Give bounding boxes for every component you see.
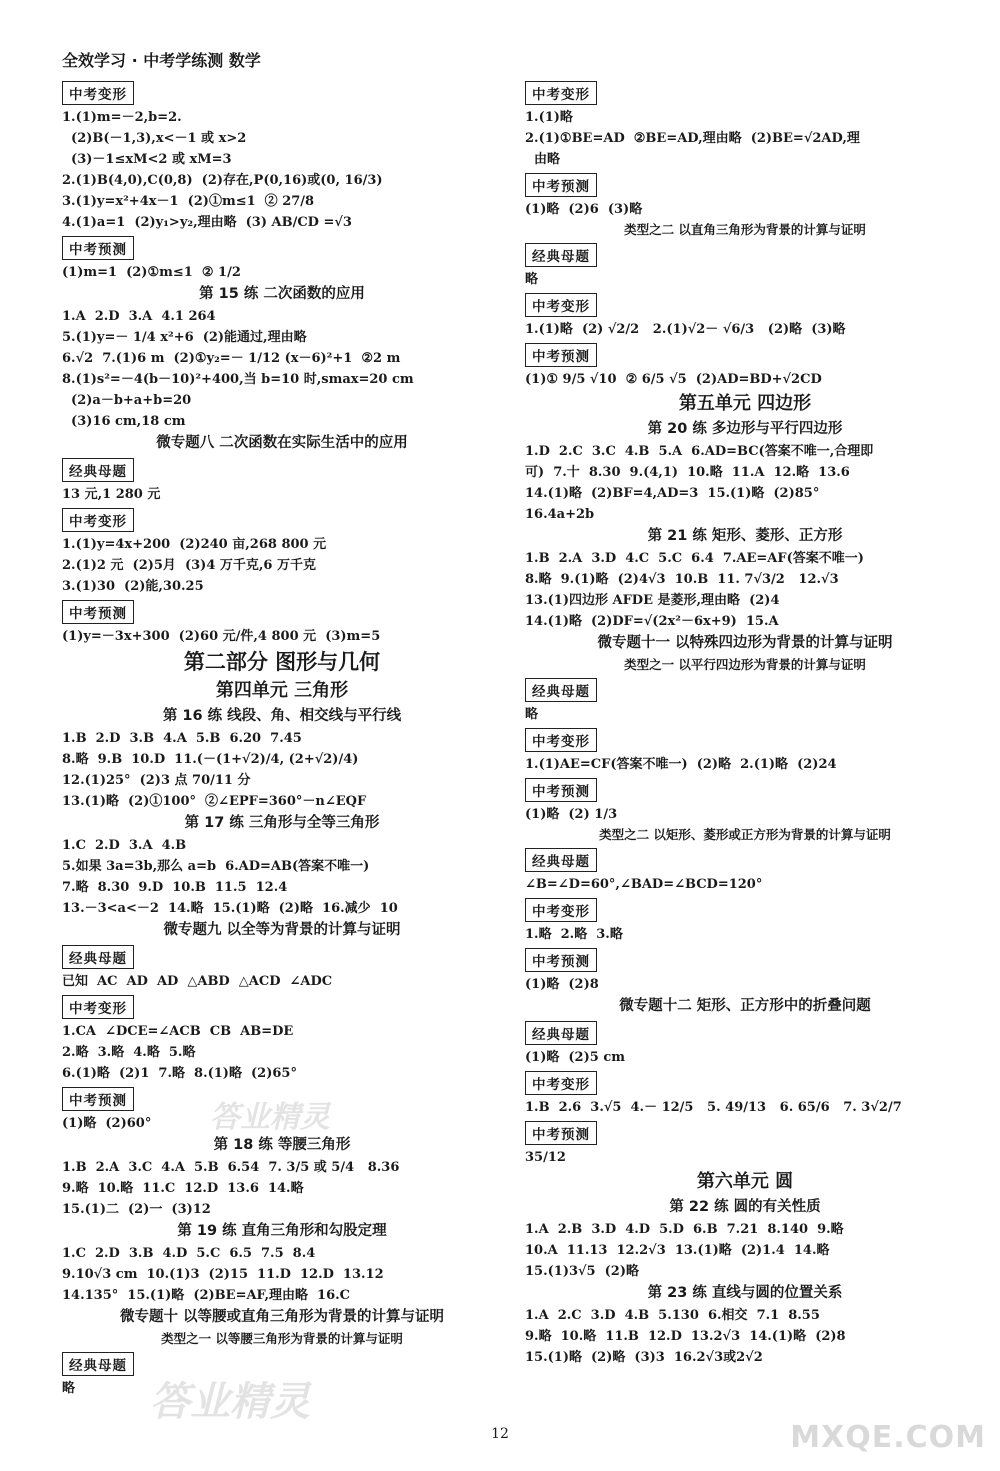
- section-title: 微专题十一 以特殊四边形为背景的计算与证明: [597, 635, 893, 651]
- answer-line: 13.－3<a<－2 14.略 15.(1)略 (2)略 16.减少 10: [62, 901, 398, 916]
- answer-line: (1)略 (2)60°: [62, 1116, 152, 1131]
- watermark-text: 答业精灵: [210, 1100, 330, 1135]
- answer-line: (2)B(－1,3),x<－1 或 x>2: [62, 131, 247, 146]
- section-tag: 中考变形: [525, 728, 597, 752]
- answer-line: (2)a－b+a+b=20: [62, 393, 192, 408]
- answer-line: 16.4a+2b: [525, 507, 595, 522]
- answer-line: 2.(1)2 元 (2)5月 (3)4 万千克,6 万千克: [62, 558, 317, 573]
- answer-line: (1)略 (2)8: [525, 977, 599, 992]
- answer-line: 8.略 9.B 10.D 11.(－(1+√2)/4, (2+√2)/4): [62, 752, 359, 767]
- section-tag-row: [525, 775, 965, 804]
- answer-line: (3)16 cm,18 cm: [62, 414, 186, 429]
- answer-line: 1.(1)略 (2) √2/2 2.(1)√2－ √6/3 (2)略 (3)略: [525, 322, 846, 337]
- section-tag-row: [525, 240, 965, 269]
- answer-line: (3)－1≤xM<2 或 xM=3: [62, 152, 232, 167]
- answer-line: 10.A 11.13 12.2√3 13.(1)略 (2)1.4 14.略: [525, 1243, 830, 1258]
- answer-line: 1.A 2.B 3.D 4.D 5.D 6.B 7.21 8.140 9.略: [525, 1222, 844, 1237]
- subtype-title: 类型之二 以矩形、菱形或正方形为背景的计算与证明: [599, 827, 891, 842]
- answer-line: 1.CA ∠DCE=∠ACB CB AB=DE: [62, 1024, 294, 1039]
- part-title: 第二部分 图形与几何: [183, 650, 381, 674]
- answer-line: 8.(1)s²=－4(b－10)²+400,当 b=10 时,smax=20 cm: [62, 372, 414, 387]
- section-tag: 经典母题: [525, 1021, 597, 1045]
- section-tag-row: [62, 78, 502, 107]
- answer-line: 6.(1)略 (2)1 7.略 8.(1)略 (2)65°: [62, 1066, 297, 1081]
- section-title: 微专题十二 矩形、正方形中的折叠问题: [619, 998, 871, 1014]
- answer-line: 13 元,1 280 元: [62, 487, 161, 502]
- answer-line: 12.(1)25° (2)3 点 70/11 分: [62, 773, 251, 788]
- answer-line: 已知 AC AD AD △ABD △ACD ∠ADC: [62, 974, 333, 989]
- answer-line: 5.如果 3a=3b,那么 a=b 6.AD=AB(答案不唯一): [62, 859, 370, 874]
- section-tag-row: [525, 290, 965, 319]
- section-title: 第 15 练 二次函数的应用: [199, 286, 365, 302]
- answer-line: 略: [62, 1381, 76, 1396]
- section-tag: 中考变形: [525, 81, 597, 105]
- section-tag-row: [62, 597, 502, 626]
- answer-line: 1.(1)y=4x+200 (2)240 亩,268 800 元: [62, 537, 327, 552]
- left-answer-column: [62, 78, 502, 1399]
- section-tag-row: [62, 505, 502, 534]
- answer-line: (1)略 (2) 1/3: [525, 807, 618, 822]
- section-tag-row: [525, 1118, 965, 1147]
- answer-line: 1.B 2.D 3.B 4.A 5.B 6.20 7.45: [62, 731, 302, 746]
- answer-line: 4.(1)a=1 (2)y₁>y₂,理由略 (3) AB/CD =√3: [62, 215, 352, 230]
- section-tag: 中考变形: [62, 508, 134, 532]
- answer-line: 14.(1)略 (2)DF=√(2x²－6x+9) 15.A: [525, 614, 779, 629]
- answer-line: (1)m=1 (2)①m≤1 ② 1/2: [62, 265, 241, 280]
- section-title: 微专题九 以全等为背景的计算与证明: [163, 922, 401, 938]
- section-title: 第 19 练 直角三角形和勾股定理: [177, 1223, 387, 1239]
- answer-line: 1.D 2.C 3.C 4.B 5.A 6.AD=BC(答案不唯一,合理即: [525, 444, 874, 459]
- answer-line: (1)略 (2)6 (3)略: [525, 202, 643, 217]
- site-watermark: MXQE.COM: [790, 1420, 986, 1455]
- unit-title: 第五单元 四边形: [678, 393, 812, 414]
- right-answer-column: [525, 78, 965, 1368]
- section-title: 微专题八 二次函数在实际生活中的应用: [156, 435, 408, 451]
- answer-line: 14.(1)略 (2)BF=4,AD=3 15.(1)略 (2)85°: [525, 486, 820, 501]
- section-title: 第 21 练 矩形、菱形、正方形: [647, 528, 843, 544]
- answer-line: 5.(1)y=－ 1/4 x²+6 (2)能通过,理由略: [62, 330, 307, 345]
- answer-line: 9.略 10.略 11.C 12.D 13.6 14.略: [62, 1181, 304, 1196]
- subtype-title: 类型之二 以直角三角形为背景的计算与证明: [624, 222, 866, 237]
- answer-line: 15.(1)略 (2)略 (3)3 16.2√3或2√2: [525, 1350, 763, 1365]
- section-tag-row: [62, 942, 502, 971]
- section-tag-row: [525, 945, 965, 974]
- section-tag: 经典母题: [62, 1352, 134, 1376]
- section-tag: 中考变形: [62, 81, 134, 105]
- answer-line: 7.略 8.30 9.D 10.B 11.5 12.4: [62, 880, 288, 895]
- answer-line: 1.(1)AE=CF(答案不唯一) (2)略 2.(1)略 (2)24: [525, 757, 837, 772]
- answer-line: 9.10√3 cm 10.(1)3 (2)15 11.D 12.D 13.12: [62, 1267, 384, 1282]
- watermark-text: 答业精灵: [150, 1379, 310, 1425]
- section-tag: 中考预测: [62, 600, 134, 624]
- answer-line: ∠B=∠D=60°,∠BAD=∠BCD=120°: [525, 877, 763, 892]
- answer-line: (1)略 (2)5 cm: [525, 1050, 625, 1065]
- answer-line: 1.C 2.D 3.A 4.B: [62, 838, 187, 853]
- section-tag-row: [62, 992, 502, 1021]
- section-tag-row: [525, 1018, 965, 1047]
- answer-line: (1)y=－3x+300 (2)60 元/件,4 800 元 (3)m=5: [62, 629, 381, 644]
- answer-line: 1.A 2.D 3.A 4.1 264: [62, 309, 216, 324]
- section-tag: 中考变形: [525, 293, 597, 317]
- section-title: 第 23 练 直线与圆的位置关系: [647, 1285, 843, 1301]
- answer-line: 1.B 2.6 3.√5 4.－ 12/5 5. 49/13 6. 65/6 7. 3√2/7: [525, 1100, 902, 1115]
- answer-line: 1.C 2.D 3.B 4.D 5.C 6.5 7.5 8.4: [62, 1246, 316, 1261]
- answer-line: 2.(1)B(4,0),C(0,8) (2)存在,P(0,16)或(0, 16/3): [62, 173, 383, 188]
- section-tag-row: [525, 845, 965, 874]
- section-title: 第 16 练 线段、角、相交线与平行线: [162, 708, 402, 724]
- section-tag: 中考变形: [525, 1071, 597, 1095]
- answer-line: 1.(1)略: [525, 110, 573, 125]
- answer-line: 1.(1)m=－2,b=2.: [62, 110, 182, 125]
- section-tag: 中考预测: [525, 1121, 597, 1145]
- section-tag: 经典母题: [62, 945, 134, 969]
- answer-line: 1.B 2.A 3.D 4.C 5.C 6.4 7.AE=AF(答案不唯一): [525, 551, 864, 566]
- section-tag: 中考预测: [62, 236, 134, 260]
- answer-line: 可) 7.十 8.30 9.(4,1) 10.略 11.A 12.略 13.6: [525, 465, 850, 480]
- section-tag-row: [62, 455, 502, 484]
- answer-line: 2.略 3.略 4.略 5.略: [62, 1045, 196, 1060]
- section-title: 第 17 练 三角形与全等三角形: [184, 815, 380, 831]
- answer-line: 1.B 2.A 3.C 4.A 5.B 6.54 7. 3/5 或 5/4 8.36: [62, 1160, 400, 1175]
- section-tag-row: [525, 170, 965, 199]
- answer-line: 13.(1)略 (2)①100° ②∠EPF=360°－n∠EQF: [62, 794, 367, 809]
- section-tag-row: [525, 78, 965, 107]
- section-tag: 经典母题: [525, 678, 597, 702]
- section-tag: 中考预测: [62, 1087, 134, 1111]
- section-tag: 中考预测: [525, 778, 597, 802]
- subtype-title: 类型之一 以平行四边形为背景的计算与证明: [624, 657, 866, 672]
- section-tag: 经典母题: [525, 243, 597, 267]
- section-tag: 中考预测: [525, 343, 597, 367]
- answer-line: 13.(1)四边形 AFDE 是菱形,理由略 (2)4: [525, 593, 780, 608]
- answer-line: 1.A 2.C 3.D 4.B 5.130 6.相交 7.1 8.55: [525, 1308, 820, 1323]
- section-title: 第 22 练 圆的有关性质: [669, 1199, 821, 1215]
- section-title: 第 18 练 等腰三角形: [213, 1137, 351, 1153]
- answer-line: 略: [525, 707, 539, 722]
- answer-line: 1.略 2.略 3.略: [525, 927, 623, 942]
- answer-line: 3.(1)30 (2)能,30.25: [62, 579, 204, 594]
- section-title: 第 20 练 多边形与平行四边形: [647, 421, 843, 437]
- answer-line: 8.略 9.(1)略 (2)4√3 10.B 11. 7√3/2 12.√3: [525, 572, 839, 587]
- unit-title: 第四单元 三角形: [215, 680, 349, 701]
- answer-line: 35/12: [525, 1150, 566, 1165]
- section-tag-row: [525, 1068, 965, 1097]
- section-tag-row: [525, 340, 965, 369]
- section-tag: 中考变形: [525, 898, 597, 922]
- answer-line: 3.(1)y=x²+4x－1 (2)①m≤1 ② 27/8: [62, 194, 315, 209]
- section-tag-row: [525, 675, 965, 704]
- section-tag-row: [525, 725, 965, 754]
- section-tag: 中考预测: [525, 948, 597, 972]
- unit-title: 第六单元 圆: [696, 1171, 794, 1192]
- answer-line: 15.(1)二 (2)一 (3)12: [62, 1202, 211, 1217]
- section-tag-row: [62, 233, 502, 262]
- answer-line: 2.(1)①BE=AD ②BE=AD,理由略 (2)BE=√2AD,理: [525, 131, 860, 146]
- answer-line: 由略: [525, 152, 561, 167]
- answer-line: 9.略 10.略 11.B 12.D 13.2√3 14.(1)略 (2)8: [525, 1329, 846, 1344]
- section-title: 微专题十 以等腰或直角三角形为背景的计算与证明: [119, 1309, 445, 1325]
- section-tag: 经典母题: [62, 458, 134, 482]
- section-tag: 中考预测: [525, 173, 597, 197]
- section-tag: 经典母题: [525, 848, 597, 872]
- answer-line: 14.135° 15.(1)略 (2)BE=AF,理由略 16.C: [62, 1288, 351, 1303]
- page-number: 12: [491, 1426, 509, 1442]
- section-tag: 中考变形: [62, 995, 134, 1019]
- page-header: 全效学习 · 中考学练测 数学: [62, 51, 261, 70]
- subtype-title: 类型之一 以等腰三角形为背景的计算与证明: [161, 1331, 403, 1346]
- answer-line: 6.√2 7.(1)6 m (2)①y₂=－ 1/12 (x－6)²+1 ②2 m: [62, 351, 401, 366]
- answer-line: 15.(1)3√5 (2)略: [525, 1264, 639, 1279]
- section-tag-row: [525, 895, 965, 924]
- answer-line: (1)① 9/5 √10 ② 6/5 √5 (2)AD=BD+√2CD: [525, 372, 822, 387]
- answer-line: 略: [525, 272, 539, 287]
